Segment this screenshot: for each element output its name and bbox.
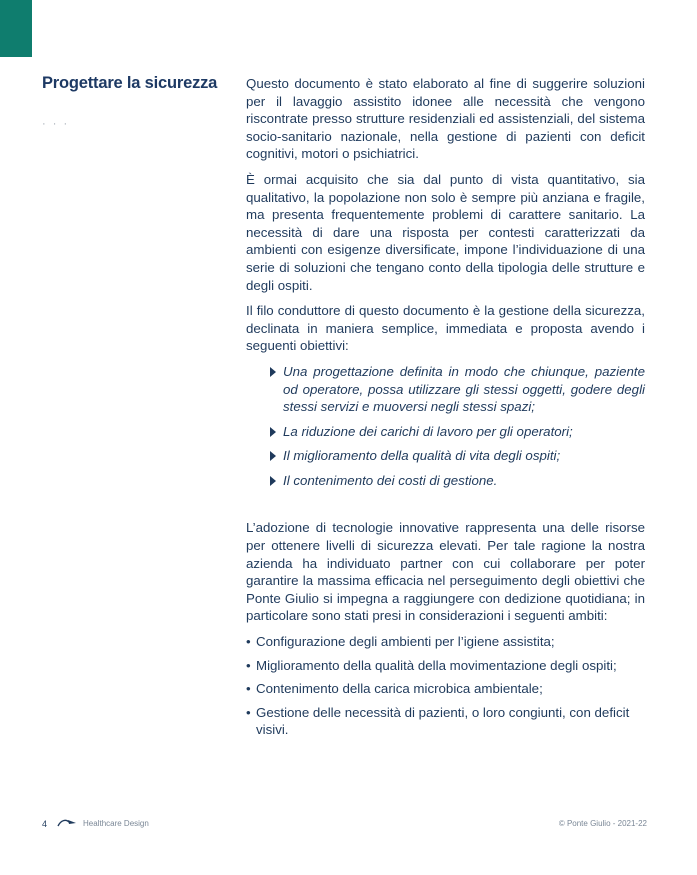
objective-text: Una progettazione definita in modo che chiunque, paziente od operatore, possa utilizzare gli stessi oggetti, godere degli stessi servizi e muoversi negli stessi spazi;: [283, 363, 645, 415]
footer-copyright: © Ponte Giulio - 2021-22: [558, 819, 647, 828]
objectives-intro-paragraph: Il filo conduttore di questo documento è la gestione della sicurezza, declinata in maniera semplice, immediata e proposta avendo i seguenti obiettivi:: [246, 303, 645, 354]
objectives-list: [270, 363, 645, 490]
context-paragraph: È ormai acquisito che sia dal punto di vista quantitativo, sia qualitativo, la popolazione non solo è sempre più anziana e fragile, ma presenta frequentemente problemi di carattere sanitario. La necessità di dare una risposta per contesti caratterizzati da ambienti con esigenze diversificate, impone l’individuazione di una serie di soluzioni che tengano conto della tipologia delle strutture e degli ospiti.: [246, 171, 645, 293]
corner-color-tab: [0, 0, 32, 57]
area-text: Configurazione degli ambienti per l’igiene assistita;: [256, 634, 555, 650]
section-title: Progettare la sicurezza: [42, 74, 218, 92]
page-number: 4: [42, 818, 48, 829]
objective-text: La riduzione dei carichi di lavoro per gli operatori;: [283, 423, 573, 439]
objective-text: Il contenimento dei costi di gestione.: [283, 472, 498, 488]
section-dots: · · ·: [42, 118, 70, 130]
objective-text: Il miglioramento della qualità di vita degli ospiti;: [283, 448, 561, 464]
technology-paragraph: L’adozione di tecnologie innovative rappresenta una delle risorse per ottenere livelli di sicurezza elevati. Per tale ragione la nostra azienda ha individuato partner con cui collaborare per poter garantire la massima efficacia nel perseguimento degli obiettivi che Ponte Giulio si impegna a raggiungere con dedizione quotidiana; in particolare sono stati presi in considerazioni i seguenti ambiti:: [246, 520, 645, 624]
list-item: [246, 657, 645, 675]
list-item: [270, 363, 645, 416]
triangle-bullet-icon: [270, 427, 276, 437]
list-item: [270, 447, 645, 465]
ponte-giulio-logo-icon: [57, 818, 77, 829]
dot-bullet-icon: •: [246, 681, 251, 697]
triangle-bullet-icon: [270, 476, 276, 486]
content-column: [246, 75, 645, 745]
area-text: Contenimento della carica microbica ambientale;: [256, 681, 543, 697]
dot-bullet-icon: •: [246, 634, 251, 650]
area-text: Miglioramento della qualità della movimentazione degli ospiti;: [256, 657, 617, 673]
triangle-bullet-icon: [270, 451, 276, 461]
list-item: [270, 472, 645, 490]
intro-paragraph: Questo documento è stato elaborato al fine di suggerire soluzioni per il lavaggio assistito idonee alle necessità che vengono riscontrate presso strutture residenziali ed assistenziali, del sistema socio-sanitario nazionale, nella gestione di pazienti con deficit cognitivi, motori o psichiatrici.: [246, 76, 645, 162]
list-item: [246, 633, 645, 651]
brand-label: Healthcare Design: [83, 819, 149, 828]
footer-left: [42, 818, 149, 829]
list-item: [246, 680, 645, 698]
area-text: Gestione delle necessità di pazienti, o loro congiunti, con deficit visivi.: [256, 704, 630, 738]
dot-bullet-icon: •: [246, 657, 251, 673]
list-item: [270, 423, 645, 441]
list-item: [246, 704, 645, 739]
dot-bullet-icon: •: [246, 704, 251, 720]
areas-list: [246, 633, 645, 739]
triangle-bullet-icon: [270, 367, 276, 377]
